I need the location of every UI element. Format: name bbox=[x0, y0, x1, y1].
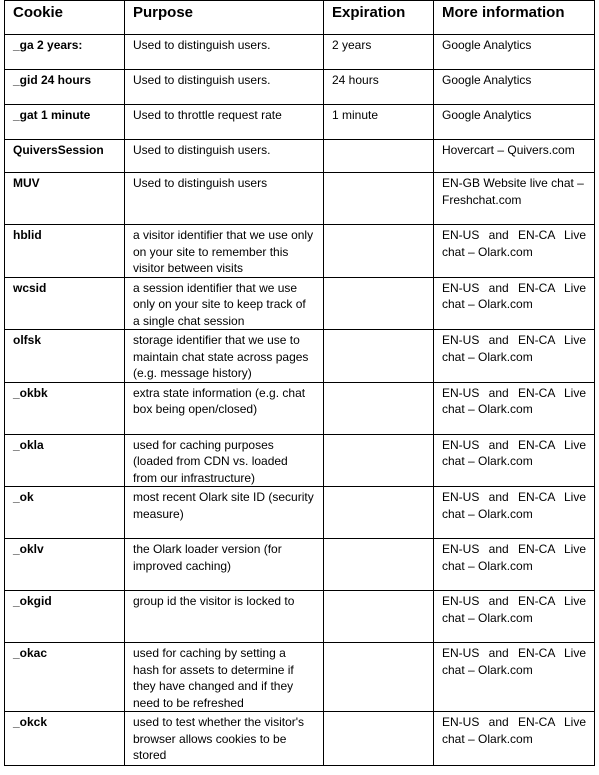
cookie-expiration bbox=[324, 591, 434, 643]
cookie-purpose: used to test whether the visitor's browser allows cookies to be stored bbox=[125, 712, 324, 766]
header-purpose: Purpose bbox=[125, 1, 324, 35]
table-row bbox=[5, 539, 595, 591]
cookie-more-info: EN-US and EN-CA Live chat – Olark.com bbox=[434, 382, 595, 434]
cookie-name: _okck bbox=[5, 712, 125, 766]
cookie-purpose: Used to distinguish users. bbox=[125, 70, 324, 105]
cookie-expiration bbox=[324, 712, 434, 766]
cookie-expiration bbox=[324, 173, 434, 225]
cookie-name: hblid bbox=[5, 225, 125, 278]
cookie-purpose: Used to distinguish users. bbox=[125, 140, 324, 173]
cookie-more-info: EN-US and EN-CA Live chat – Olark.com bbox=[434, 643, 595, 712]
cookie-expiration bbox=[324, 643, 434, 712]
cookie-name: olfsk bbox=[5, 330, 125, 383]
header-cookie: Cookie bbox=[5, 1, 125, 35]
table-row bbox=[5, 173, 595, 225]
cookie-expiration bbox=[324, 140, 434, 173]
cookie-purpose: most recent Olark site ID (security measure) bbox=[125, 487, 324, 539]
cookie-purpose: group id the visitor is locked to bbox=[125, 591, 324, 643]
table-row bbox=[5, 105, 595, 140]
cookie-name: _okla bbox=[5, 434, 125, 487]
cookie-name: MUV bbox=[5, 173, 125, 225]
cookie-purpose: a session identifier that we use only on your site to keep track of a single chat session bbox=[125, 277, 324, 330]
cookie-more-info: EN-US and EN-CA Live chat – Olark.com bbox=[434, 712, 595, 766]
cookie-expiration: 2 years bbox=[324, 35, 434, 70]
cookie-purpose: Used to distinguish users bbox=[125, 173, 324, 225]
table-row bbox=[5, 277, 595, 330]
cookie-more-info: Hovercart – Quivers.com bbox=[434, 140, 595, 173]
cookie-expiration bbox=[324, 382, 434, 434]
table-row bbox=[5, 591, 595, 643]
cookie-more-info: EN-US and EN-CA Live chat – Olark.com bbox=[434, 539, 595, 591]
cookie-expiration bbox=[324, 487, 434, 539]
table-row bbox=[5, 434, 595, 487]
cookie-name: _okbk bbox=[5, 382, 125, 434]
table-row bbox=[5, 225, 595, 278]
cookie-name: _oklv bbox=[5, 539, 125, 591]
cookie-more-info: EN-US and EN-CA Live chat – Olark.com bbox=[434, 591, 595, 643]
cookie-expiration bbox=[324, 539, 434, 591]
header-more-information: More information bbox=[434, 1, 595, 35]
table-row bbox=[5, 382, 595, 434]
cookie-expiration: 1 minute bbox=[324, 105, 434, 140]
cookie-purpose: Used to distinguish users. bbox=[125, 35, 324, 70]
cookie-more-info: Google Analytics bbox=[434, 70, 595, 105]
cookie-table bbox=[4, 0, 595, 766]
cookie-name: wcsid bbox=[5, 277, 125, 330]
table-row bbox=[5, 70, 595, 105]
cookie-more-info: EN-GB Website live chat – Freshchat.com bbox=[434, 173, 595, 225]
cookie-expiration bbox=[324, 434, 434, 487]
cookie-expiration bbox=[324, 225, 434, 278]
header-row bbox=[5, 1, 595, 35]
table-row bbox=[5, 487, 595, 539]
cookie-name: _ga 2 years: bbox=[5, 35, 125, 70]
cookie-name: _gat 1 minute bbox=[5, 105, 125, 140]
table-row bbox=[5, 643, 595, 712]
cookie-more-info: EN-US and EN-CA Live chat – Olark.com bbox=[434, 330, 595, 383]
cookie-name: _gid 24 hours bbox=[5, 70, 125, 105]
cookie-name: _okac bbox=[5, 643, 125, 712]
cookie-purpose: storage identifier that we use to maintain chat state across pages (e.g. message history) bbox=[125, 330, 324, 383]
table-row bbox=[5, 140, 595, 173]
cookie-more-info: Google Analytics bbox=[434, 105, 595, 140]
table-row bbox=[5, 712, 595, 766]
cookie-name: QuiversSession bbox=[5, 140, 125, 173]
cookie-more-info: Google Analytics bbox=[434, 35, 595, 70]
cookie-purpose: a visitor identifier that we use only on your site to remember this visitor between visits bbox=[125, 225, 324, 278]
cookie-purpose: extra state information (e.g. chat box being open/closed) bbox=[125, 382, 324, 434]
cookie-expiration bbox=[324, 330, 434, 383]
cookie-purpose: used for caching purposes (loaded from CDN vs. loaded from our infrastructure) bbox=[125, 434, 324, 487]
cookie-purpose: Used to throttle request rate bbox=[125, 105, 324, 140]
cookie-name: _okgid bbox=[5, 591, 125, 643]
cookie-more-info: EN-US and EN-CA Live chat – Olark.com bbox=[434, 487, 595, 539]
cookie-purpose: the Olark loader version (for improved caching) bbox=[125, 539, 324, 591]
header-expiration: Expiration bbox=[324, 1, 434, 35]
cookie-more-info: EN-US and EN-CA Live chat – Olark.com bbox=[434, 277, 595, 330]
cookie-more-info: EN-US and EN-CA Live chat – Olark.com bbox=[434, 225, 595, 278]
cookie-name: _ok bbox=[5, 487, 125, 539]
cookie-more-info: EN-US and EN-CA Live chat – Olark.com bbox=[434, 434, 595, 487]
cookie-expiration: 24 hours bbox=[324, 70, 434, 105]
cookie-expiration bbox=[324, 277, 434, 330]
table-row bbox=[5, 330, 595, 383]
cookie-purpose: used for caching by setting a hash for assets to determine if they have changed and if they need to be refreshed bbox=[125, 643, 324, 712]
table-row bbox=[5, 35, 595, 70]
